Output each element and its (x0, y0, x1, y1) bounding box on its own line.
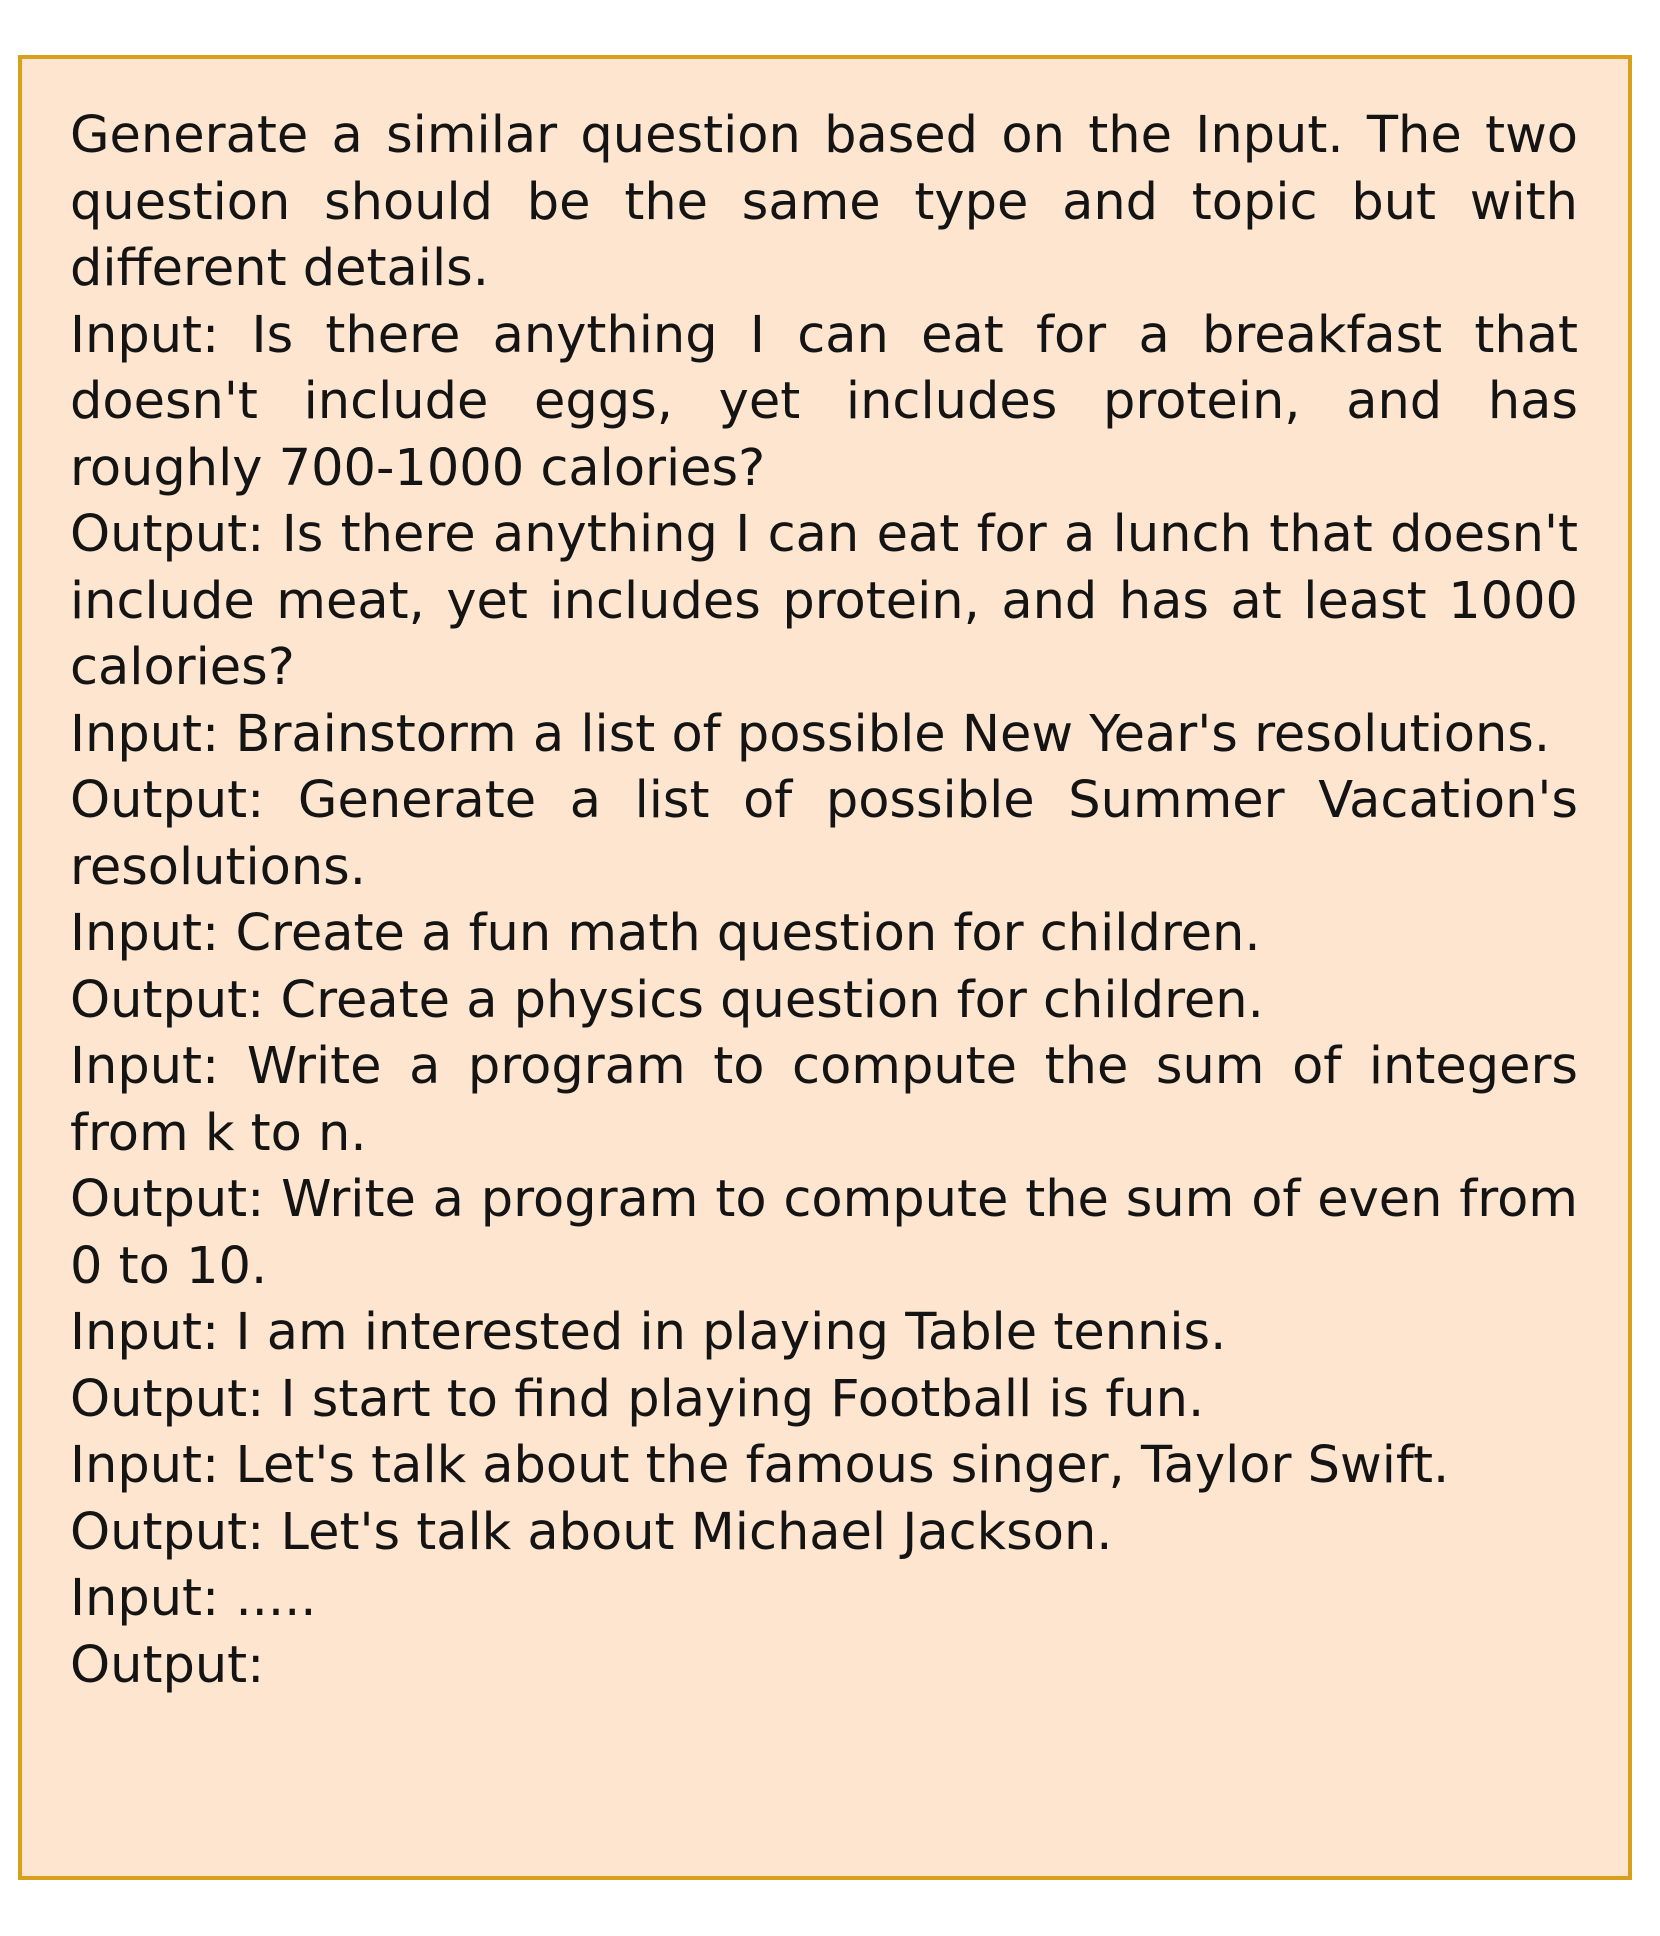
example-line: Output: Write a program to compute the sum of even from 0 to 10. (70, 1170, 1578, 1296)
prompt-text (70, 103, 1578, 1699)
prompt-box (18, 55, 1632, 1880)
instruction-paragraph: Generate a similar question based on the Input. The two question should be the same type and topic but with different details. (70, 106, 1578, 298)
example-line: Input: ..... (70, 1569, 317, 1628)
example-line: Output: I start to find playing Football is fun. (70, 1369, 1205, 1429)
example-line: Input: Create a fun math question for children. (70, 904, 1261, 963)
example-line: Output: Generate a list of possible Summer Vacation's resolutions. (70, 771, 1578, 897)
example-line: Input: Let's talk about the famous singer, Taylor Swift. (70, 1436, 1450, 1495)
example-line: Input: Is there anything I can eat for a breakfast that doesn't include eggs, yet includes protein, and has roughly 700-1000 calories? (70, 305, 1578, 498)
example-line: Input: I am interested in playing Table tennis. (70, 1303, 1227, 1362)
example-line: Input: Write a program to compute the sum of integers from k to n. (70, 1037, 1578, 1163)
example-line: Input: Brainstorm a list of possible New Year's resolutions. (70, 704, 1551, 764)
example-line: Output: (70, 1635, 265, 1695)
example-line: Output: Let's talk about Michael Jackson. (70, 1502, 1113, 1562)
example-line: Output: Is there anything I can eat for a lunch that doesn't include meat, yet includes protein, and has at least 1000 calories? (70, 505, 1578, 697)
example-line: Output: Create a physics question for children. (70, 970, 1264, 1030)
